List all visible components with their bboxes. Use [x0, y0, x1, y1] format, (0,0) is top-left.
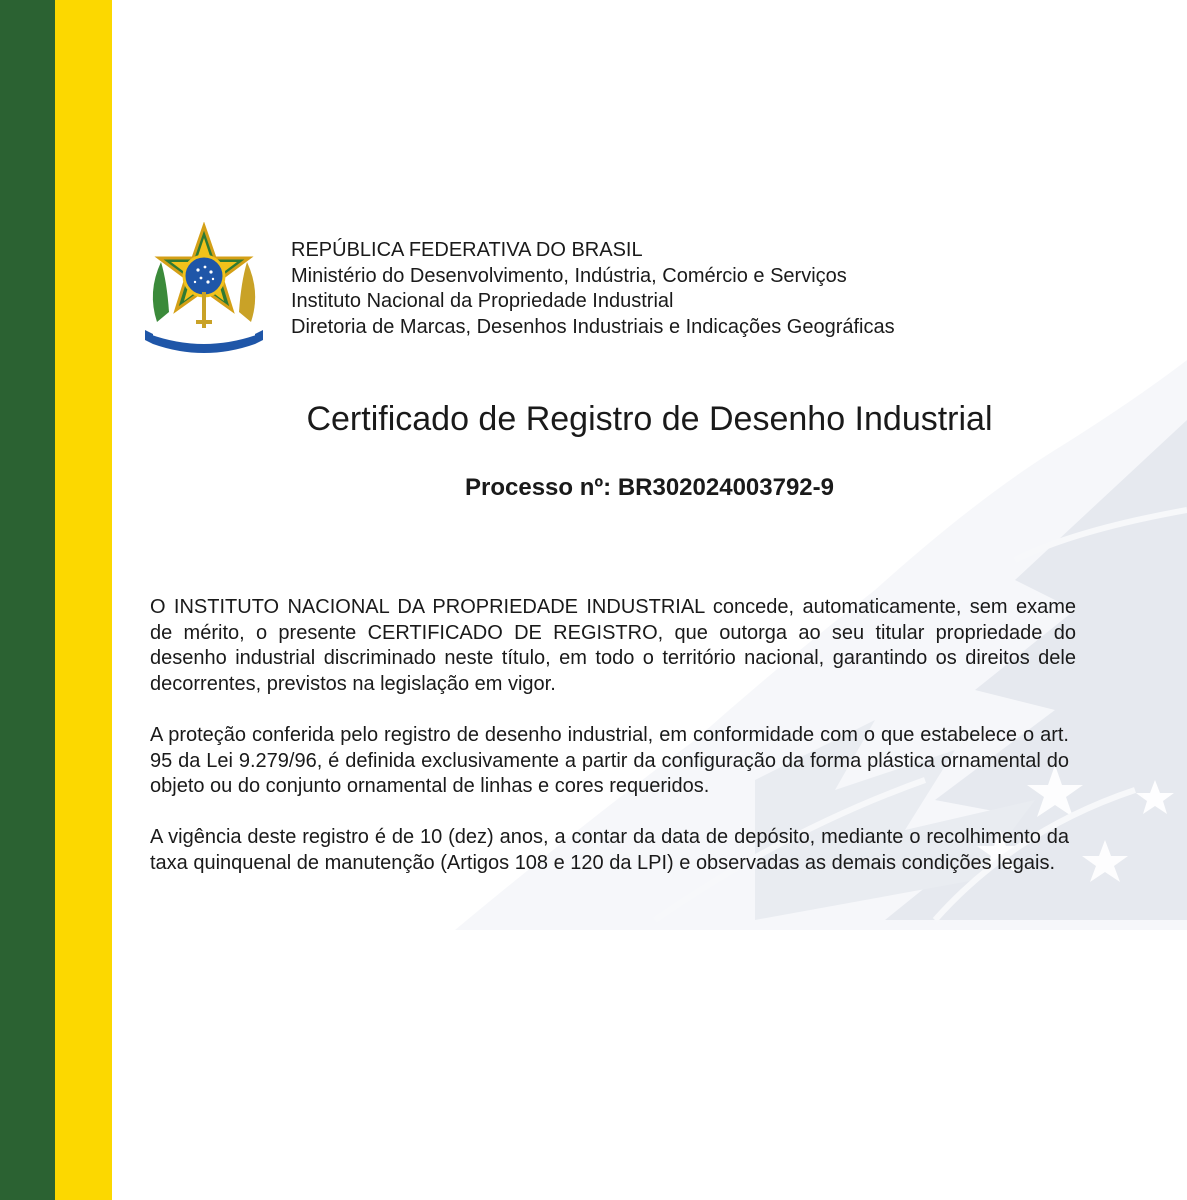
- header-institute: Instituto Nacional da Propriedade Industrial: [291, 290, 674, 312]
- paragraph-validity: A vigência deste registro é de 10 (dez) anos, a contar da data de depósito, mediante o recolhimento da taxa quinquenal de manutenção (Artigos 108 e 120 da LPI) e observadas as demais condições legais.: [150, 826, 1069, 874]
- header-directorate: Diretoria de Marcas, Desenhos Industriais e Indicações Geográficas: [291, 315, 895, 338]
- yellow-side-stripe: [55, 0, 112, 1200]
- institution-header: [291, 238, 895, 340]
- process-number: Processo nº: BR302024003792-9: [465, 474, 834, 501]
- paragraph-grant: O INSTITUTO NACIONAL DA PROPRIEDADE INDUSTRIAL concede, automaticamente, sem exame de mérito, o presente CERTIFICADO DE REGISTRO, que outorga ao seu titular propriedade do desenho industrial discriminado neste título, em todo o território nacional, garantindo os direitos dele decorrentes, previstos na legislação em vigor.: [150, 596, 1076, 695]
- brazil-coat-of-arms-icon: [143, 222, 265, 354]
- green-side-stripe: [0, 0, 55, 1200]
- header-country: REPÚBLICA FEDERATIVA DO BRASIL: [291, 239, 643, 261]
- paragraph-protection: A proteção conferida pelo registro de desenho industrial, em conformidade com o que estabelece o art. 95 da Lei 9.279/96, é definida exclusivamente a partir da configuração da forma plástica ornamental do objeto ou do conjunto ornamental de linhas e cores requeridos.: [150, 724, 1069, 797]
- certificate-title: Certificado de Registro de Desenho Industrial: [306, 400, 993, 438]
- header-ministry: Ministério do Desenvolvimento, Indústria, Comércio e Serviços: [291, 264, 847, 287]
